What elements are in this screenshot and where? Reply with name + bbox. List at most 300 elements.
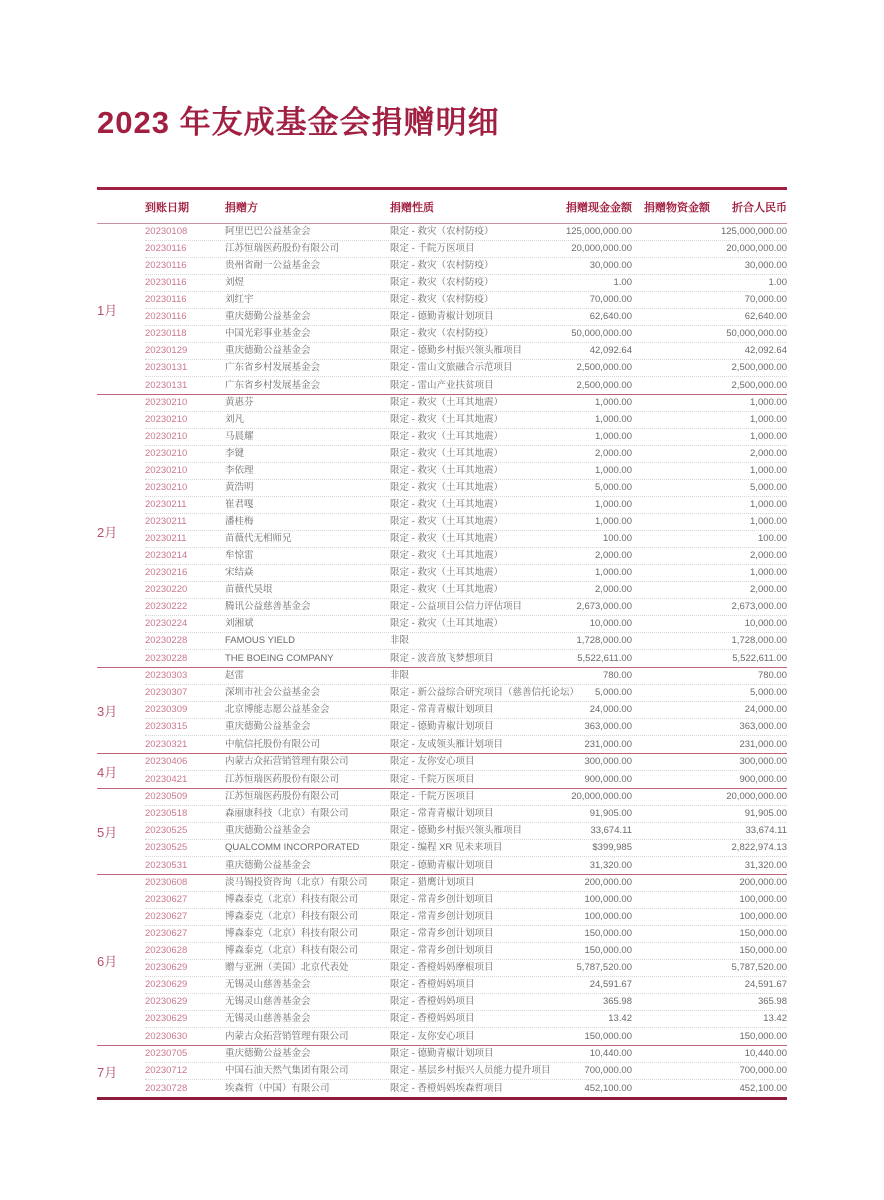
table-row	[145, 360, 787, 377]
cell-donor: FAMOUS YIELD	[225, 635, 296, 647]
cell-rmb-equivalent: 24,000.00	[744, 704, 787, 716]
month-rows	[145, 668, 787, 753]
cell-rmb-equivalent: 150,000.00	[739, 1030, 787, 1042]
table-row	[145, 754, 787, 771]
cell-cash-amount: 150,000.00	[584, 1030, 632, 1042]
cell-nature: 限定 - 救灾（土耳其地震）	[390, 465, 503, 477]
cell-date: 20230211	[145, 499, 187, 511]
table-row	[145, 823, 787, 840]
cell-donor: 博森泰克（北京）科技有限公司	[225, 911, 359, 923]
cell-donor: 江苏恒瑞医药股份有限公司	[225, 773, 340, 785]
cell-rmb-equivalent: 2,500,000.00	[731, 379, 787, 391]
table-header-row	[97, 190, 787, 224]
cell-nature: 限定 - 常青乡创计划项目	[390, 911, 494, 923]
cell-nature: 限定 - 救灾（农村防疫）	[390, 294, 494, 306]
cell-cash-amount: 31,320.00	[589, 859, 632, 871]
table-row	[145, 685, 787, 702]
cell-donor: 刘煜	[225, 277, 245, 289]
cell-rmb-equivalent: 900,000.00	[739, 773, 787, 785]
cell-rmb-equivalent: 50,000,000.00	[726, 328, 787, 340]
cell-cash-amount: 1,000.00	[595, 397, 632, 409]
table-row	[145, 275, 787, 292]
cell-donor: 刘湘斌	[225, 618, 254, 630]
cell-nature: 限定 - 德勤青椒计划项目	[390, 859, 494, 871]
cell-cash-amount: 100,000.00	[584, 894, 632, 906]
cell-date: 20230627	[145, 928, 188, 940]
table-row	[145, 806, 787, 823]
cell-cash-amount: 2,500,000.00	[576, 362, 632, 374]
cell-rmb-equivalent: 91,905.00	[744, 808, 787, 820]
cell-nature: 限定 - 救灾（土耳其地震）	[390, 618, 503, 630]
cell-nature: 非限	[390, 635, 410, 647]
cell-donor: 潘桂梅	[225, 516, 254, 528]
table-row	[145, 840, 787, 857]
cell-cash-amount: $399,985	[592, 842, 632, 854]
cell-cash-amount: 1,000.00	[595, 516, 632, 528]
cell-date: 20230630	[145, 1030, 188, 1042]
month-label: 1月	[97, 302, 118, 318]
cell-date: 20230118	[145, 328, 187, 340]
cell-cash-amount: 24,591.67	[589, 979, 632, 991]
cell-donor: 淡马锡投资咨询（北京）有限公司	[225, 877, 368, 889]
table-row	[145, 582, 787, 599]
cell-rmb-equivalent: 70,000.00	[744, 294, 787, 306]
month-label: 4月	[97, 764, 118, 780]
table-row	[145, 599, 787, 616]
table-row	[145, 377, 787, 394]
cell-donor: 埃森哲（中国）有限公司	[225, 1082, 330, 1094]
cell-rmb-equivalent: 2,000.00	[750, 584, 787, 596]
table-row	[145, 548, 787, 565]
cell-rmb-equivalent: 1,000.00	[750, 567, 787, 579]
cell-date: 20230129	[145, 345, 188, 357]
cell-donor: 北京博能志愿公益基金会	[225, 704, 330, 716]
table-row	[145, 258, 787, 275]
month-group	[97, 395, 787, 668]
cell-donor: 中航信托股份有限公司	[225, 738, 321, 750]
table-row	[145, 909, 787, 926]
cell-donor: 李键	[225, 448, 245, 460]
cell-rmb-equivalent: 1,000.00	[750, 465, 787, 477]
cell-nature: 限定 - 救灾（土耳其地震）	[390, 533, 503, 545]
month-rows	[145, 224, 787, 394]
cell-cash-amount: 42,092.64	[589, 345, 632, 357]
cell-cash-amount: 2,673,000.00	[576, 601, 632, 613]
cell-donor: 博森泰克（北京）科技有限公司	[225, 945, 359, 957]
table-row	[145, 1080, 787, 1097]
cell-cash-amount: 125,000,000.00	[565, 226, 632, 238]
cell-nature: 限定 - 救灾（农村防疫）	[390, 328, 494, 340]
cell-rmb-equivalent: 10,440.00	[744, 1048, 787, 1060]
cell-nature: 限定 - 救灾（土耳其地震）	[390, 482, 503, 494]
cell-nature: 限定 - 德勤青椒计划项目	[390, 311, 494, 323]
cell-nature: 限定 - 救灾（土耳其地震）	[390, 516, 503, 528]
cell-cash-amount: 5,787,520.00	[576, 962, 632, 974]
table-row	[145, 616, 787, 633]
cell-cash-amount: 24,000.00	[589, 704, 632, 716]
cell-donor: 江苏恒瑞医药股份有限公司	[225, 243, 340, 255]
cell-rmb-equivalent: 452,100.00	[739, 1082, 787, 1094]
cell-donor: 黄惠芬	[225, 397, 254, 409]
cell-date: 20230222	[145, 601, 188, 613]
cell-donor: 重庆德勤公益基金会	[225, 721, 311, 733]
cell-nature: 限定 - 常青乡创计划项目	[390, 894, 494, 906]
cell-nature: 限定 - 救灾（土耳其地震）	[390, 584, 503, 596]
cell-cash-amount: 2,000.00	[595, 584, 632, 596]
cell-nature: 限定 - 德勤青椒计划项目	[390, 721, 494, 733]
cell-donor: 赵雷	[225, 670, 245, 682]
table-row	[145, 736, 787, 753]
month-label: 6月	[97, 953, 118, 969]
cell-donor: 重庆德勤公益基金会	[225, 311, 311, 323]
cell-date: 20230712	[145, 1065, 188, 1077]
table-row	[145, 531, 787, 548]
cell-donor: 中国石油天然气集团有限公司	[225, 1065, 349, 1077]
cell-donor: 无锡灵山慈善基金会	[225, 979, 311, 991]
cell-date: 20230629	[145, 1013, 188, 1025]
cell-donor: 牟惊雷	[225, 550, 254, 562]
cell-date: 20230210	[145, 431, 188, 443]
cell-cash-amount: 1,000.00	[595, 414, 632, 426]
cell-donor: 广东省乡村发展基金会	[225, 379, 321, 391]
header-material-amount: 捐赠物资金额	[644, 201, 710, 214]
table-row	[145, 241, 787, 258]
cell-donor: 苗薇代无相师兄	[225, 533, 292, 545]
cell-rmb-equivalent: 5,522,611.00	[732, 652, 787, 664]
cell-cash-amount: 13.42	[608, 1013, 632, 1025]
cell-donor: 中国光彩事业基金会	[225, 328, 311, 340]
cell-cash-amount: 365.98	[602, 996, 632, 1008]
cell-rmb-equivalent: 31,320.00	[744, 859, 787, 871]
cell-donor: 无锡灵山慈善基金会	[225, 996, 311, 1008]
table-row	[145, 565, 787, 582]
table-row	[145, 446, 787, 463]
cell-date: 20230531	[145, 859, 188, 871]
month-label: 5月	[97, 825, 118, 841]
cell-rmb-equivalent: 42,092.64	[744, 345, 787, 357]
cell-nature: 限定 - 香橙妈妈项目	[390, 979, 475, 991]
cell-rmb-equivalent: 780.00	[757, 670, 787, 682]
cell-cash-amount: 2,000.00	[595, 550, 632, 562]
table-row	[145, 429, 787, 446]
cell-rmb-equivalent: 363,000.00	[739, 721, 787, 733]
cell-nature: 限定 - 友你安心项目	[390, 1030, 475, 1042]
cell-donor: 崔君嘎	[225, 499, 254, 511]
table-row	[145, 960, 787, 977]
header-cash-amount: 捐赠现金金额	[566, 201, 632, 214]
cell-date: 20230210	[145, 465, 188, 477]
cell-donor: 森丽康科技（北京）有限公司	[225, 808, 349, 820]
cell-date: 20230210	[145, 482, 188, 494]
cell-donor: 马晨耀	[225, 431, 254, 443]
cell-nature: 限定 - 香橙妈妈项目	[390, 996, 475, 1008]
month-rows	[145, 754, 787, 788]
month-label: 2月	[97, 524, 118, 540]
cell-rmb-equivalent: 10,000.00	[744, 618, 787, 630]
cell-rmb-equivalent: 150,000.00	[739, 928, 787, 940]
cell-rmb-equivalent: 365.98	[757, 996, 787, 1008]
cell-donor: QUALCOMM INCORPORATED	[225, 842, 360, 854]
cell-date: 20230108	[145, 226, 188, 238]
cell-date: 20230303	[145, 670, 188, 682]
table-row	[145, 789, 787, 806]
cell-nature: 限定 - 救灾（土耳其地震）	[390, 431, 503, 443]
cell-date: 20230131	[145, 379, 188, 391]
month-group	[97, 789, 787, 875]
table-row	[145, 702, 787, 719]
month-rows	[145, 875, 787, 1045]
table-row	[145, 875, 787, 892]
month-group	[97, 1046, 787, 1097]
cell-donor: 宋结焱	[225, 567, 254, 579]
table-row	[145, 650, 787, 667]
cell-cash-amount: 100.00	[602, 533, 632, 545]
cell-rmb-equivalent: 5,787,520.00	[731, 962, 787, 974]
table-row	[145, 224, 787, 241]
cell-rmb-equivalent: 2,000.00	[750, 448, 787, 460]
cell-date: 20230627	[145, 894, 188, 906]
cell-date: 20230116	[145, 311, 187, 323]
table-row	[145, 395, 787, 412]
cell-rmb-equivalent: 5,000.00	[750, 482, 787, 494]
cell-rmb-equivalent: 2,822,974.13	[731, 842, 787, 854]
cell-nature: 限定 - 雷山产业扶贫项目	[390, 379, 494, 391]
cell-donor: 内蒙古众拓营销管理有限公司	[225, 1030, 349, 1042]
donation-table	[97, 187, 787, 1100]
cell-rmb-equivalent: 700,000.00	[739, 1065, 787, 1077]
table-row	[145, 633, 787, 650]
header-donor: 捐赠方	[225, 201, 258, 214]
cell-cash-amount: 100,000.00	[584, 911, 632, 923]
cell-date: 20230629	[145, 996, 188, 1008]
table-row	[145, 977, 787, 994]
cell-rmb-equivalent: 1,000.00	[750, 516, 787, 528]
cell-cash-amount: 1,000.00	[595, 465, 632, 477]
cell-cash-amount: 20,000,000.00	[571, 243, 632, 255]
cell-cash-amount: 150,000.00	[584, 945, 632, 957]
cell-cash-amount: 1,000.00	[595, 431, 632, 443]
cell-donor: 重庆德勤公益基金会	[225, 345, 311, 357]
table-row	[145, 1028, 787, 1045]
cell-date: 20230116	[145, 294, 187, 306]
cell-donor: 刘红宇	[225, 294, 254, 306]
cell-date: 20230628	[145, 945, 188, 957]
cell-date: 20230629	[145, 979, 188, 991]
table-bottom-rule	[97, 1097, 787, 1100]
cell-donor: 深圳市社会公益基金会	[225, 687, 321, 699]
cell-rmb-equivalent: 1,000.00	[750, 414, 787, 426]
cell-nature: 限定 - 救灾（土耳其地震）	[390, 448, 503, 460]
cell-nature: 限定 - 德勤乡村振兴领头雁项目	[390, 345, 522, 357]
table-body	[97, 224, 787, 1097]
cell-date: 20230216	[145, 567, 188, 579]
cell-rmb-equivalent: 20,000,000.00	[726, 243, 787, 255]
cell-donor: 贵州省耐一公益基金会	[225, 260, 321, 272]
cell-rmb-equivalent: 2,000.00	[750, 550, 787, 562]
cell-rmb-equivalent: 1,000.00	[750, 499, 787, 511]
cell-nature: 限定 - 救灾（农村防疫）	[390, 277, 494, 289]
cell-nature: 限定 - 常青青椒计划项目	[390, 704, 494, 716]
table-row	[145, 326, 787, 343]
cell-cash-amount: 10,440.00	[589, 1048, 632, 1060]
table-row	[145, 480, 787, 497]
cell-rmb-equivalent: 125,000,000.00	[720, 226, 787, 238]
cell-nature: 限定 - 新公益综合研究项目（慈善信托论坛）	[390, 687, 579, 699]
cell-nature: 限定 - 德勤乡村振兴领头雁项目	[390, 825, 522, 837]
cell-donor: 重庆德勤公益基金会	[225, 859, 311, 871]
cell-rmb-equivalent: 1,728,000.00	[731, 635, 787, 647]
cell-donor: 无锡灵山慈善基金会	[225, 1013, 311, 1025]
cell-cash-amount: 33,674.11	[590, 825, 632, 837]
cell-date: 20230210	[145, 414, 188, 426]
table-row	[145, 292, 787, 309]
table-row	[145, 771, 787, 788]
table-row	[145, 1046, 787, 1063]
cell-date: 20230228	[145, 635, 188, 647]
cell-date: 20230211	[145, 533, 187, 545]
cell-nature: 限定 - 救灾（农村防疫）	[390, 226, 494, 238]
cell-donor: 博森泰克（北京）科技有限公司	[225, 894, 359, 906]
cell-nature: 限定 - 雷山文旅融合示范项目	[390, 362, 513, 374]
cell-cash-amount: 10,000.00	[589, 618, 632, 630]
cell-cash-amount: 150,000.00	[584, 928, 632, 940]
page-title: 2023 年友成基金会捐赠明细	[97, 105, 500, 140]
cell-cash-amount: 1,728,000.00	[576, 635, 632, 647]
cell-cash-amount: 62,640.00	[589, 311, 632, 323]
cell-date: 20230309	[145, 704, 188, 716]
month-label: 7月	[97, 1065, 118, 1081]
cell-nature: 限定 - 香橙妈妈埃森哲项目	[390, 1082, 503, 1094]
cell-cash-amount: 452,100.00	[584, 1082, 632, 1094]
cell-rmb-equivalent: 100.00	[757, 533, 787, 545]
cell-cash-amount: 300,000.00	[584, 756, 632, 768]
cell-rmb-equivalent: 1,000.00	[750, 431, 787, 443]
cell-cash-amount: 1,000.00	[595, 499, 632, 511]
cell-nature: 限定 - 友你安心项目	[390, 756, 475, 768]
table-row	[145, 343, 787, 360]
cell-cash-amount: 5,000.00	[595, 687, 632, 699]
cell-donor: 广东省乡村发展基金会	[225, 362, 321, 374]
cell-donor: 内蒙古众拓营销管理有限公司	[225, 756, 349, 768]
month-group	[97, 875, 787, 1046]
cell-rmb-equivalent: 1,000.00	[750, 397, 787, 409]
cell-date: 20230525	[145, 825, 188, 837]
month-group	[97, 754, 787, 789]
cell-date: 20230509	[145, 791, 188, 803]
cell-cash-amount: 20,000,000.00	[571, 791, 632, 803]
cell-rmb-equivalent: 24,591.67	[744, 979, 787, 991]
cell-date: 20230210	[145, 397, 188, 409]
cell-donor: THE BOEING COMPANY	[225, 652, 334, 664]
cell-date: 20230728	[145, 1082, 188, 1094]
cell-rmb-equivalent: 300,000.00	[739, 756, 787, 768]
header-rmb-equivalent: 折合人民币	[732, 201, 787, 214]
cell-date: 20230131	[145, 362, 188, 374]
cell-nature: 限定 - 猎鹰计划项目	[390, 877, 475, 889]
table-row	[145, 1011, 787, 1028]
cell-nature: 限定 - 千院万医项目	[390, 791, 475, 803]
table-row	[145, 857, 787, 874]
cell-cash-amount: 91,905.00	[589, 808, 632, 820]
cell-cash-amount: 231,000.00	[584, 738, 632, 750]
table-row	[145, 994, 787, 1011]
cell-cash-amount: 363,000.00	[584, 721, 632, 733]
cell-donor: 赠与亚洲（美国）北京代表处	[225, 962, 349, 974]
cell-rmb-equivalent: 2,500,000.00	[731, 362, 787, 374]
cell-cash-amount: 70,000.00	[589, 294, 632, 306]
header-nature: 捐赠性质	[390, 201, 434, 214]
cell-donor: 博森泰克（北京）科技有限公司	[225, 928, 359, 940]
cell-nature: 限定 - 友成领头雁计划项目	[390, 738, 503, 750]
cell-cash-amount: 700,000.00	[584, 1065, 632, 1077]
cell-rmb-equivalent: 20,000,000.00	[726, 791, 787, 803]
cell-rmb-equivalent: 30,000.00	[744, 260, 787, 272]
cell-rmb-equivalent: 33,674.11	[745, 825, 787, 837]
table-row	[145, 943, 787, 960]
cell-rmb-equivalent: 231,000.00	[739, 738, 787, 750]
cell-rmb-equivalent: 100,000.00	[739, 894, 787, 906]
cell-date: 20230705	[145, 1048, 188, 1060]
table-row	[145, 309, 787, 326]
cell-date: 20230116	[145, 243, 187, 255]
cell-date: 20230406	[145, 756, 188, 768]
cell-cash-amount: 5,000.00	[595, 482, 632, 494]
table-row	[145, 412, 787, 429]
cell-date: 20230608	[145, 877, 188, 889]
cell-donor: 黄浩明	[225, 482, 254, 494]
cell-date: 20230220	[145, 584, 188, 596]
cell-cash-amount: 1.00	[613, 277, 632, 289]
cell-nature: 限定 - 基层乡村振兴人员能力提升项目	[390, 1065, 551, 1077]
cell-date: 20230629	[145, 962, 188, 974]
cell-donor: 腾讯公益慈善基金会	[225, 601, 311, 613]
table-row	[145, 668, 787, 685]
cell-nature: 限定 - 编程 XR 见未来项目	[390, 842, 503, 854]
table-row	[145, 719, 787, 736]
table-row	[145, 1063, 787, 1080]
cell-nature: 限定 - 救灾（土耳其地震）	[390, 567, 503, 579]
cell-cash-amount: 50,000,000.00	[571, 328, 632, 340]
cell-cash-amount: 30,000.00	[589, 260, 632, 272]
cell-nature: 限定 - 德勤青椒计划项目	[390, 1048, 494, 1060]
cell-rmb-equivalent: 150,000.00	[739, 945, 787, 957]
cell-rmb-equivalent: 100,000.00	[739, 911, 787, 923]
cell-date: 20230525	[145, 842, 188, 854]
cell-rmb-equivalent: 1.00	[768, 277, 787, 289]
cell-nature: 限定 - 救灾（农村防疫）	[390, 260, 494, 272]
cell-date: 20230211	[145, 516, 187, 528]
cell-donor: 苗薇代昊垠	[225, 584, 273, 596]
table-row	[145, 926, 787, 943]
month-group	[97, 224, 787, 395]
cell-donor: 江苏恒瑞医药股份有限公司	[225, 791, 340, 803]
table-row	[145, 514, 787, 531]
cell-date: 20230228	[145, 652, 188, 664]
cell-nature: 限定 - 救灾（土耳其地震）	[390, 397, 503, 409]
cell-cash-amount: 900,000.00	[584, 773, 632, 785]
cell-rmb-equivalent: 200,000.00	[739, 877, 787, 889]
cell-cash-amount: 200,000.00	[584, 877, 632, 889]
cell-nature: 限定 - 香橙妈妈摩根项目	[390, 962, 494, 974]
cell-date: 20230210	[145, 448, 188, 460]
cell-rmb-equivalent: 13.42	[763, 1013, 787, 1025]
cell-nature: 限定 - 救灾（土耳其地震）	[390, 414, 503, 426]
cell-donor: 李依理	[225, 465, 254, 477]
table-row	[145, 892, 787, 909]
cell-donor: 重庆德勤公益基金会	[225, 1048, 311, 1060]
cell-nature: 限定 - 波音放飞梦想项目	[390, 652, 494, 664]
cell-date: 20230627	[145, 911, 188, 923]
